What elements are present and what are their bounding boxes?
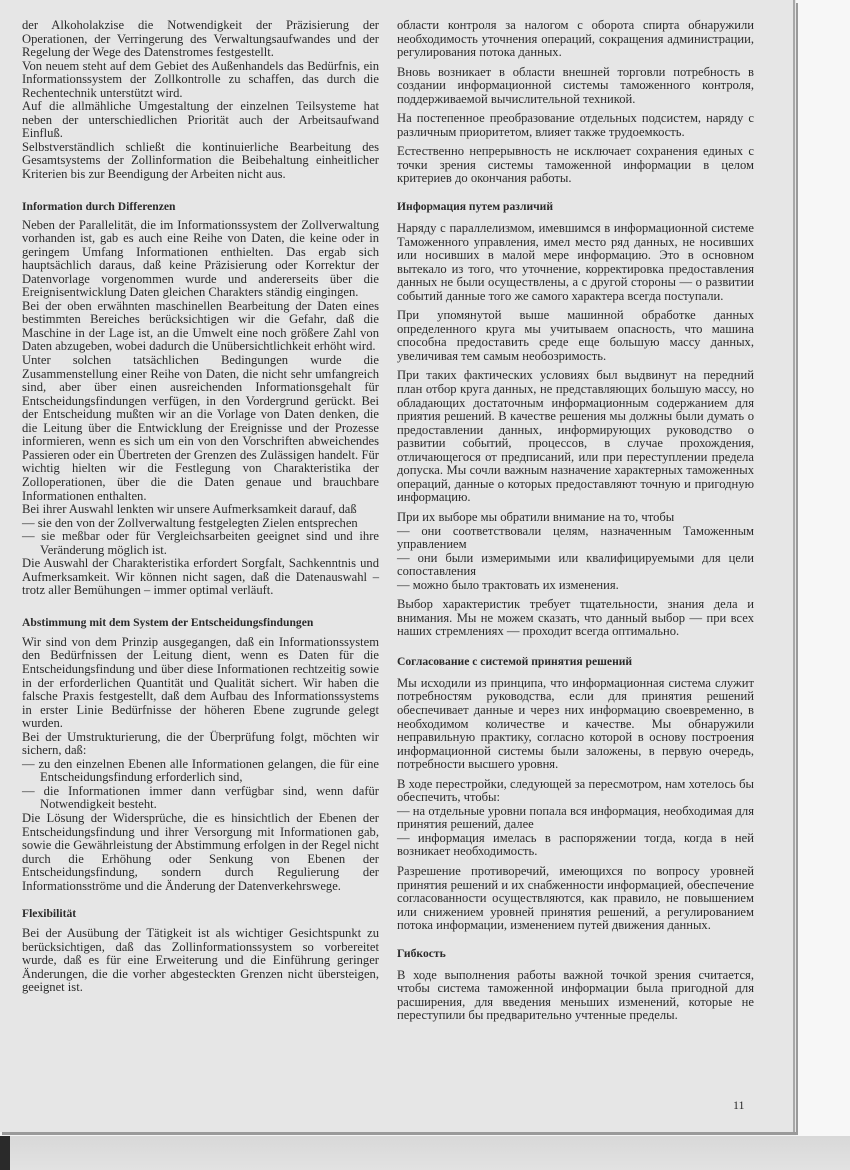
- list-item: — sie den von der Zollverwaltung festgelegten Zielen entsprechen: [22, 515, 358, 530]
- paragraph: Мы исходили из принципа, что информационная система служит потребностям руководства, если для принятия решений обеспечивает данные и через них информацию своевременно, в необходимом количестве и качестве. Мы обнаружили неправильную практику, согласно которой в основу построения информационной системы были заложены, в первую очередь, потребности высшего уровня.: [397, 675, 754, 772]
- scanner-background: [796, 0, 850, 1136]
- paragraph: В ходе перестройки, следующей за пересмотром, нам хотелось бы обеспечить, чтобы:: [397, 776, 754, 805]
- section-heading: Гибкость: [397, 946, 446, 960]
- section-heading: Согласование с системой принятия решений: [397, 654, 633, 668]
- paragraph: Neben der Parallelität, die im Informationssystem der Zollverwaltung vorhanden ist, gab es auch eine Reihe von Daten, die keine oder in geringem Umfang Informationen enthielten. Das ergab sich hauptsächlich daraus, daß keine Präzisierung oder Korrektur der Datenvorlage vorgenommen wurde und andererseits über die Ereignisentwicklung Daten gleichen Charakters ständig eingingen.: [22, 217, 379, 300]
- paragraph: Selbstverständlich schließt die kontinuierliche Bearbeitung des Gesamtsystems der Zollinformation die Beibehaltung einheitlicher Kriterien bis zur Beendigung der Arbeiten nicht aus.: [22, 139, 379, 182]
- paragraph: При упомянутой выше машинной обработке данных определенного круга мы учитываем опасность, что машина способна предоставить среде еще большую массу данных, увеличивая тем самым необозримость.: [397, 308, 754, 363]
- paragraph: Bei ihrer Auswahl lenkten wir unsere Aufmerksamkeit darauf, daß: [22, 502, 357, 517]
- list-item: — sie meßbar oder für Vergleichsarbeiten geeignet sind und ihre Veränderung möglich ist.: [22, 529, 379, 557]
- paragraph: Bei der oben erwähnten maschinellen Bearbeitung der Daten eines bestimmten Bereiches berücksichtigen wir die Gefahr, daß die Maschine in der Lage ist, an die Umwelt eine noch größere Zahl von Daten abzugeben, wobei dadurch die Unübersichtlichkeit erhöht wird.: [22, 298, 379, 354]
- section-heading: Flexibilität: [22, 907, 77, 921]
- paragraph: Вновь возникает в области внешней торговли потребность в создании информационной системы таможенного контроля, поддерживаемой вычислительной техникой.: [397, 64, 754, 106]
- list-item: — они были измеримыми или квалифицируемыми для цели сопоставления: [397, 550, 754, 579]
- paragraph: Естественно непрерывность не исключает сохранения единых с точки зрения системы таможенной информации в целом критериев до окончания работы.: [397, 144, 754, 186]
- paragraph: Die Auswahl der Charakteristika erfordert Sorgfalt, Sachkenntnis und Aufmerksamkeit. Wir können nicht sagen, daß die Datenauswahl – trotz aller Bemühungen – immer optimal verläuft.: [22, 556, 379, 598]
- paragraph: На постепенное преобразование отдельных подсистем, наряду с различным приоритетом, влияет также трудоемкость.: [397, 111, 754, 139]
- paragraph: Bei der Ausübung der Tätigkeit ist als wichtiger Gesichtspunkt zu berücksichtigen, daß das Zollinformationssystem so vorbereitet wurde, daß es für eine Erweiterung und die Einführung geringer Änderungen, die die vorher abgesteckten Grenzen nicht übersteigen, geeignet ist.: [22, 926, 379, 995]
- russian-column: [397, 5, 754, 1029]
- paragraph: Unter solchen tatsächlichen Bedingungen wurde die Zusammenstellung einer Reihe von Daten, die nicht sehr umfangreich sind, aber über einen ausreichenden Informationsgehalt für Entscheidungsfindungen verfügen, in den Vordergrund gerückt. Bei der Entscheidung mußten wir an die Vorlage von Daten denken, die die Leitung über die Entwicklung der Ereignisse und der Prozesse informieren, wenn es sich um ein von den Vorschriften abweichendes Passieren oder ein Übertreten der Grenzen des Zulässigen handelt. Für wichtig hielten wir die Festlegung von Charakteristika der Zolloperationen, über die die Daten genaue und brauchbare Informationen enthalten.: [22, 353, 379, 503]
- paragraph: der Alkoholakzise die Notwendigkeit der Präzisierung der Operationen, der Verringerung des Verwaltungsaufwandes und der Regelung der Wege des Datenstromes festgestellt.: [22, 18, 379, 60]
- german-column: [22, 5, 379, 995]
- paragraph: Разрешение противоречий, имеющихся по вопросу уровней принятия решений и их снабженности информацией, обеспечение согласованности осуществляются, как правило, не повышением или снижением уровней принятия решений, а регулированием потока информации, изменением путей движения данных.: [397, 863, 754, 933]
- scanner-shadow: [0, 1136, 10, 1170]
- scanner-bed: [0, 1136, 850, 1170]
- section-heading: Abstimmung mit dem System der Entscheidungsfindungen: [22, 615, 314, 629]
- paragraph: Wir sind von dem Prinzip ausgegangen, daß ein Informationssystem den Bedürfnissen der Leitung dient, wenn es Daten für die Entscheidungsfindung und über diese Informationen rechtzeitig sowie in der erforderlichen Quantität und Qualität sichert. Wir haben die falsche Praxis festgestellt, daß dem Aufbau des Informationssystems in erster Linie Bedürfnisse der höheren Ebene zugrunde gelegt wurden.: [22, 634, 379, 731]
- list-item: — они соответствовали целям, назначенным Таможенным управлением: [397, 523, 754, 552]
- page-number: 11: [733, 1098, 745, 1112]
- paragraph: Наряду с параллелизмом, имевшимся в информационной системе Таможенного управления, имел место ряд данных, не носивших или носивших в малой мере информацию. Это в основном вытекало из того, что уточнение, корректировка предоставления данных не были осуществлены, а с другой стороны — о развитии событий данные того же самого характера всегда поступали.: [397, 221, 754, 303]
- list-item: — информация имелась в распоряжении тогда, когда в ней возникает необходимость.: [397, 830, 754, 859]
- list-item: — на отдельные уровни попала вся информация, необходимая для принятия решений, далее: [397, 803, 754, 832]
- list-item: — die Informationen immer dann verfügbar sind, wenn dafür Notwendigkeit besteht.: [22, 783, 379, 812]
- paragraph: области контроля за налогом с оборота спирта обнаружили необходимость уточнения операций, сокращения администрации, регулирования потока данных.: [397, 18, 754, 60]
- paragraph: Von neuem steht auf dem Gebiet des Außenhandels das Bedürfnis, ein Informationssystem der Zollkontrolle zu schaffen, das durch die Rechentechnik unterstützt wird.: [22, 58, 379, 100]
- paragraph: Выбор характеристик требует тщательности, знания дела и внимания. Мы не можем сказать, что данный выбор — при всех наших стремлениях — проходит всегда оптимально.: [397, 597, 754, 639]
- page-edge: [793, 0, 795, 1132]
- paragraph: Bei der Umstrukturierung, die der Überprüfung folgt, möchten wir sichern, daß:: [22, 729, 379, 758]
- section-heading: Information durch Differenzen: [22, 199, 176, 213]
- section-heading: Информация путем различий: [397, 200, 554, 214]
- list-item: — можно было трактовать их изменения.: [397, 577, 619, 592]
- paragraph: Die Lösung der Widersprüche, die es hinsichtlich der Ebenen der Entscheidungsfindung und ihrer Versorgung mit Informationen gab, sowie die Gewährleistung der Abstimmung erfolgen in der Regel nicht durch die Erhöhung oder Senkung von Ebenen der Entscheidungsfindung, sondern durch Regulierung der Informationsströme und die Änderung der Datenverkehrswege.: [22, 810, 379, 893]
- paragraph: Auf die allmähliche Umgestaltung der einzelnen Teilsysteme hat neben der unterschiedlichen Priorität auch der Arbeitsaufwand Einfluß.: [22, 99, 379, 141]
- paragraph: При таких фактических условиях был выдвинут на передний план отбор круга данных, не представляющих большую массу, но обладающих достаточным информационным содержанием для приятия решений. В качестве решения мы должны были думать о предоставлении данных, информирующих руководство о развитии событий, процессов, в случае прохождения, отличающегося от предписаний, или при переступлении предела допуска. Мы сочли важным назначение характерных таможенных операций, данные о которых предоставляют точную и пригодную информацию.: [397, 368, 754, 505]
- paragraph: При их выборе мы обратили внимание на то, чтобы: [397, 509, 675, 524]
- paragraph: В ходе выполнения работы важной точкой зрения считается, чтобы система таможенной информации была пригодной для расширения, для введения меньших изменений, которые не переступили бы предварительно учтенные пределы.: [397, 967, 754, 1023]
- list-item: — zu den einzelnen Ebenen alle Informationen gelangen, die für eine Entscheidungsfindung erforderlich sind,: [22, 756, 379, 785]
